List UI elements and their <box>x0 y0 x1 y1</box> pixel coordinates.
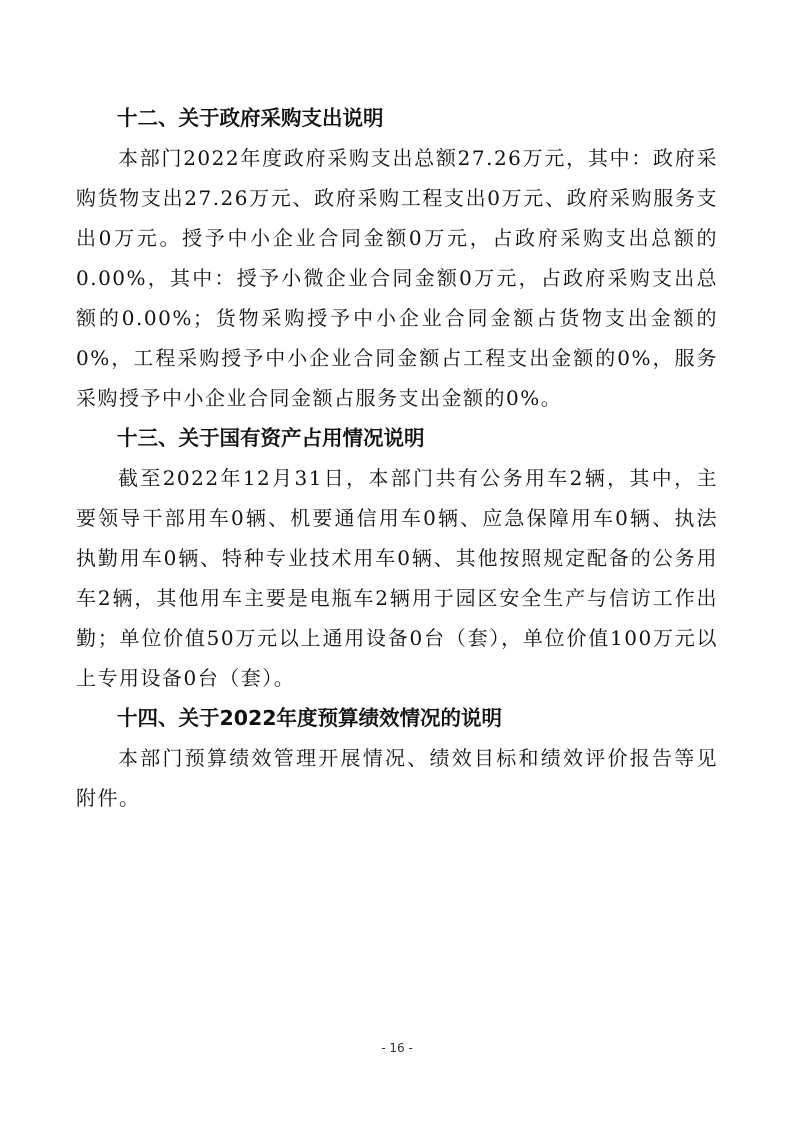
section-paragraph: 截至2022年12月31日，本部门共有公务用车2辆，其中，主要领导干部用车0辆、机要通信用车0辆、应急保障用车0辆、执法执勤用车0辆、特种专业技术用车0辆、其他按照规定配备的公务用车2辆，其他用车主要是电瓶车2辆用于园区安全生产与信访工作出勤；单位价值50万元以上通用设备0台（套），单位价值100万元以上专用设备0台（套）。 <box>76 466 718 690</box>
page-number: - 16 - <box>381 1041 413 1055</box>
section-state-assets <box>76 418 718 698</box>
section-government-procurement <box>76 98 718 418</box>
section-paragraph: 本部门2022年度政府采购支出总额27.26万元，其中：政府采购货物支出27.26万元、政府采购工程支出0万元、政府采购服务支出0万元。授予中小企业合同金额0万元，占政府采购支出总额的0.00%，其中：授予小微企业合同金额0万元，占政府采购支出总额的0.00%；货物采购授予中小企业合同金额占货物支出金额的0%，工程采购授予中小企业合同金额占工程支出金额的0%，服务采购授予中小企业合同金额占服务支出金额的0%。 <box>76 146 718 410</box>
section-paragraph: 本部门预算绩效管理开展情况、绩效目标和绩效评价报告等见附件。 <box>76 746 718 810</box>
document-body <box>76 98 718 818</box>
section-heading: 十三、关于国有资产占用情况说明 <box>117 426 425 450</box>
section-heading: 十二、关于政府采购支出说明 <box>117 106 384 130</box>
section-budget-performance <box>76 698 718 818</box>
section-heading: 十四、关于2022年度预算绩效情况的说明 <box>117 706 503 730</box>
